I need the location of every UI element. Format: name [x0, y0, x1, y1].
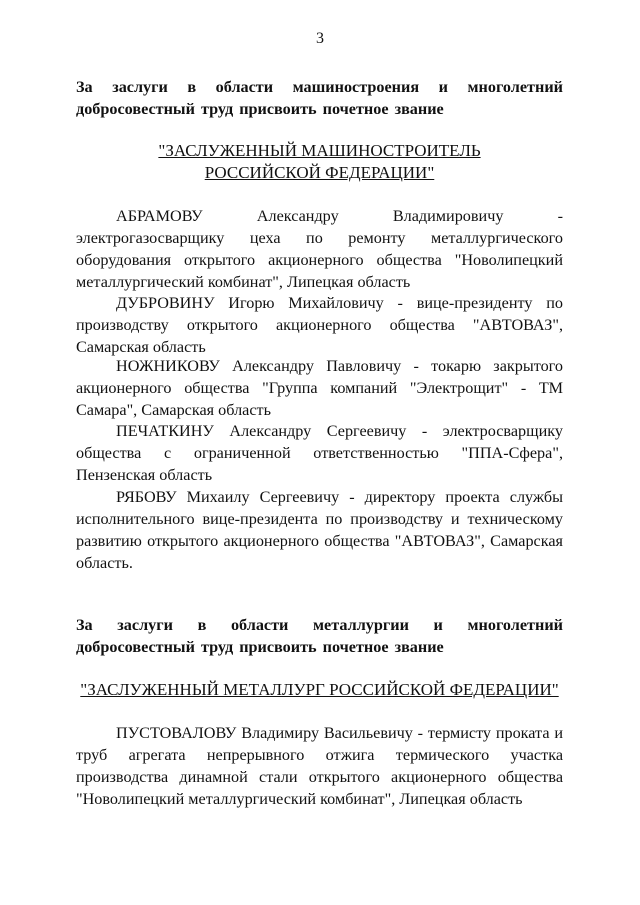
award-title-line: "ЗАСЛУЖЕННЫЙ МЕТАЛЛУРГ РОССИЙСКОЙ ФЕДЕРАЦИИ" [80, 680, 559, 699]
awardee-entry: РЯБОВУ Михаилу Сергеевичу - директору проекта службы исполнительного вице-президента по производству и техническому развитию открытого акционерного общества "АВТОВАЗ", Самарская область. [76, 488, 563, 572]
award-title-metallurgist [76, 679, 563, 701]
award-title-line: "ЗАСЛУЖЕННЫЙ МАШИНОСТРОИТЕЛЬ [158, 141, 481, 160]
awardee-entry: НОЖНИКОВУ Александру Павловичу - токарю закрытого акционерного общества "Группа компаний "Электрощит" - ТМ Самара", Самарская область [76, 357, 563, 419]
awardee-entry: ПУСТОВАЛОВУ Владимиру Васильевичу - термисту проката и труб агрегата непрерывного отжига термического участка производства динамной стали открытого акционерного общества "Новолипецкий металлургический комбинат", Липецкая область [76, 724, 563, 808]
awardee-entry: АБРАМОВУ Александру Владимировичу - электрогазосварщику цеха по ремонту металлургического оборудования открытого акционерного общества "Новолипецкий металлургический комбинат", Липецкая область [76, 207, 563, 291]
award-title-line: РОССИЙСКОЙ ФЕДЕРАЦИИ" [204, 163, 435, 182]
page-number: 3 [316, 30, 324, 47]
awardee-entry: ПЕЧАТКИНУ Александру Сергеевичу - электросварщику общества с ограниченной ответственностью "ППА-Сфера", Пензенская область [76, 422, 563, 484]
section-heading-machine-building: За заслуги в области машиностроения и многолетний добросовестный труд присвоить почетное звание [76, 78, 563, 118]
awardee-entry: ДУБРОВИНУ Игорю Михайловичу - вице-президенту по производству открытого акционерного общества "АВТОВАЗ", Самарская область [76, 294, 563, 356]
section-heading-metallurgy: За заслуги в области металлургии и многолетний добросовестный труд присвоить почетное звание [76, 616, 563, 656]
award-title-machine-builder [76, 140, 563, 184]
